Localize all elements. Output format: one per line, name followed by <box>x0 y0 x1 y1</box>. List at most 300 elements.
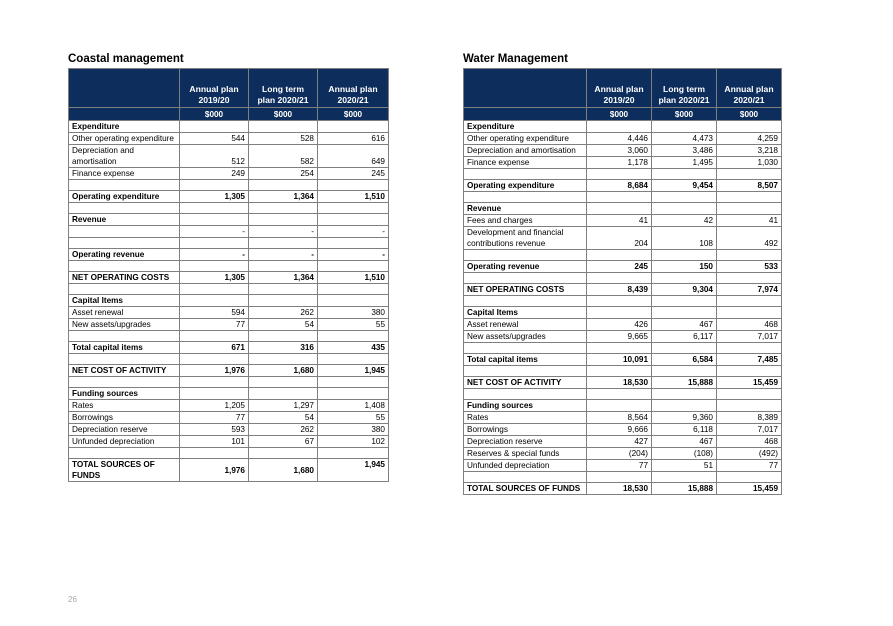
row-value-v3 <box>717 273 782 284</box>
row-value-v1: 593 <box>180 424 249 436</box>
row-value-v2: 316 <box>249 342 318 354</box>
row-value-v3: 7,017 <box>717 424 782 436</box>
coastal-table <box>68 68 389 482</box>
table-row <box>69 272 389 284</box>
row-value-v2: 582 <box>249 145 318 168</box>
row-value-v1: 245 <box>587 261 652 273</box>
row-value-v2 <box>652 472 717 483</box>
row-label: Capital Items <box>464 307 587 319</box>
row-value-v1 <box>587 296 652 307</box>
row-value-v3: 435 <box>318 342 389 354</box>
row-value-v1: (204) <box>587 448 652 460</box>
row-value-v2 <box>249 121 318 133</box>
row-value-v2 <box>249 354 318 365</box>
row-value-v2 <box>249 331 318 342</box>
spacer-row <box>69 331 389 342</box>
table-row <box>464 377 782 389</box>
table-row <box>69 400 389 412</box>
row-value-v3: 3,218 <box>717 145 782 157</box>
row-label: New assets/upgrades <box>69 319 180 331</box>
row-label: Capital Items <box>69 295 180 307</box>
row-label: NET OPERATING COSTS <box>464 284 587 296</box>
table-row <box>464 227 782 250</box>
table-row <box>464 261 782 273</box>
row-value-v1 <box>587 343 652 354</box>
table-row <box>69 226 389 238</box>
row-value-v1 <box>180 388 249 400</box>
row-value-v2: 6,584 <box>652 354 717 366</box>
table-row <box>69 249 389 261</box>
row-value-v1: 9,666 <box>587 424 652 436</box>
row-value-v3: 55 <box>318 412 389 424</box>
row-value-v2: 15,888 <box>652 483 717 495</box>
row-label: Depreciation and amortisation <box>464 145 587 157</box>
spacer-row <box>464 389 782 400</box>
spacer-row <box>464 169 782 180</box>
row-value-v1: 1,305 <box>180 191 249 203</box>
row-value-v2 <box>249 284 318 295</box>
row-value-v2: 528 <box>249 133 318 145</box>
coastal-title: Coastal management <box>68 53 184 65</box>
row-value-v3 <box>318 121 389 133</box>
row-value-v2: 15,888 <box>652 377 717 389</box>
row-label <box>464 389 587 400</box>
row-label: Fees and charges <box>464 215 587 227</box>
row-value-v3 <box>318 238 389 249</box>
table-row <box>69 459 389 482</box>
row-value-v1: 4,446 <box>587 133 652 145</box>
row-value-v1: 594 <box>180 307 249 319</box>
table-row <box>69 424 389 436</box>
spacer-row <box>464 192 782 203</box>
row-value-v3 <box>318 180 389 191</box>
row-label: Operating revenue <box>69 249 180 261</box>
row-value-v3 <box>318 214 389 226</box>
row-value-v1 <box>587 192 652 203</box>
spacer-row <box>464 273 782 284</box>
row-value-v2 <box>652 343 717 354</box>
row-value-v3: 468 <box>717 436 782 448</box>
row-label: Asset renewal <box>69 307 180 319</box>
row-value-v1: 101 <box>180 436 249 448</box>
row-value-v2 <box>652 273 717 284</box>
row-label: NET OPERATING COSTS <box>69 272 180 284</box>
table-row <box>464 319 782 331</box>
spacer-row <box>69 354 389 365</box>
row-value-v1: 18,530 <box>587 377 652 389</box>
table-row <box>464 331 782 343</box>
water-table <box>463 68 782 495</box>
row-label <box>69 180 180 191</box>
header-col3: Annual plan 2020/21 <box>717 69 782 108</box>
row-value-v2: 6,118 <box>652 424 717 436</box>
row-value-v2: 108 <box>652 227 717 250</box>
row-value-v2: 9,454 <box>652 180 717 192</box>
row-label: Borrowings <box>69 412 180 424</box>
row-value-v3: 15,459 <box>717 377 782 389</box>
row-label: Depreciation reserve <box>464 436 587 448</box>
row-value-v2 <box>249 388 318 400</box>
row-value-v1 <box>180 377 249 388</box>
row-label: Finance expense <box>69 168 180 180</box>
spacer-row <box>69 377 389 388</box>
table-row <box>464 412 782 424</box>
row-value-v2 <box>652 366 717 377</box>
row-value-v2: 1,297 <box>249 400 318 412</box>
spacer-row <box>464 366 782 377</box>
row-value-v3: 41 <box>717 215 782 227</box>
row-label: TOTAL SOURCES OF FUNDS <box>464 483 587 495</box>
row-value-v1: 8,684 <box>587 180 652 192</box>
row-value-v2 <box>652 296 717 307</box>
row-value-v1 <box>180 331 249 342</box>
table-row <box>464 180 782 192</box>
row-label: Development and financial contributions revenue <box>464 227 587 250</box>
row-label: Rates <box>69 400 180 412</box>
table-row <box>464 448 782 460</box>
row-label: NET COST OF ACTIVITY <box>464 377 587 389</box>
row-value-v3: 1,945 <box>318 459 389 482</box>
row-value-v3 <box>318 388 389 400</box>
row-value-v3: 7,485 <box>717 354 782 366</box>
spacer-row <box>464 250 782 261</box>
row-value-v1: 41 <box>587 215 652 227</box>
row-value-v2: 467 <box>652 436 717 448</box>
row-value-v3: - <box>318 226 389 238</box>
row-value-v3 <box>717 169 782 180</box>
table-row <box>464 424 782 436</box>
row-value-v2: 262 <box>249 424 318 436</box>
row-value-v1: 512 <box>180 145 249 168</box>
header-col1: Annual plan 2019/20 <box>180 69 249 108</box>
water-title: Water Management <box>463 53 569 65</box>
row-value-v3: 1,945 <box>318 365 389 377</box>
row-value-v2 <box>249 448 318 459</box>
table-row <box>69 319 389 331</box>
row-value-v3: 1,510 <box>318 191 389 203</box>
row-value-v3 <box>318 261 389 272</box>
spacer-row <box>464 343 782 354</box>
row-label: Total capital items <box>464 354 587 366</box>
table-row <box>464 460 782 472</box>
spacer-row <box>69 284 389 295</box>
row-value-v3: 616 <box>318 133 389 145</box>
table-row <box>464 145 782 157</box>
row-value-v3 <box>318 448 389 459</box>
row-value-v2: 1,364 <box>249 272 318 284</box>
row-value-v3: 77 <box>717 460 782 472</box>
row-value-v3: 7,017 <box>717 331 782 343</box>
row-value-v1: 426 <box>587 319 652 331</box>
row-value-v2 <box>652 389 717 400</box>
row-value-v3: 533 <box>717 261 782 273</box>
row-value-v3: 1,408 <box>318 400 389 412</box>
row-label <box>464 169 587 180</box>
row-value-v1: 249 <box>180 168 249 180</box>
spacer-row <box>69 203 389 214</box>
row-value-v1: 77 <box>180 319 249 331</box>
row-value-v1: 18,530 <box>587 483 652 495</box>
row-value-v1 <box>180 354 249 365</box>
row-value-v1 <box>180 284 249 295</box>
row-label <box>69 354 180 365</box>
unit-col2: $000 <box>652 108 717 121</box>
unit-col3: $000 <box>717 108 782 121</box>
row-value-v2: 467 <box>652 319 717 331</box>
row-value-v1: 544 <box>180 133 249 145</box>
row-value-v1 <box>180 295 249 307</box>
row-value-v1: 1,178 <box>587 157 652 169</box>
row-value-v2 <box>652 121 717 133</box>
row-value-v2: 51 <box>652 460 717 472</box>
row-label: Revenue <box>69 214 180 226</box>
row-value-v2: 67 <box>249 436 318 448</box>
row-label: NET COST OF ACTIVITY <box>69 365 180 377</box>
row-label <box>464 192 587 203</box>
row-value-v2 <box>652 203 717 215</box>
row-label <box>69 284 180 295</box>
unit-blank <box>464 108 587 121</box>
table-row <box>464 436 782 448</box>
row-value-v1 <box>180 448 249 459</box>
header-col1: Annual plan 2019/20 <box>587 69 652 108</box>
unit-col1: $000 <box>587 108 652 121</box>
row-value-v1: 1,305 <box>180 272 249 284</box>
table-row <box>69 388 389 400</box>
row-value-v2: 254 <box>249 168 318 180</box>
row-label: Unfunded depreciation <box>464 460 587 472</box>
row-label: Revenue <box>464 203 587 215</box>
spacer-row <box>69 238 389 249</box>
row-label <box>69 377 180 388</box>
header-blank <box>69 69 180 108</box>
row-value-v3: 8,507 <box>717 180 782 192</box>
row-value-v1 <box>180 121 249 133</box>
table-row <box>464 121 782 133</box>
row-value-v2: 42 <box>652 215 717 227</box>
row-value-v2: 150 <box>652 261 717 273</box>
row-value-v1 <box>180 261 249 272</box>
row-value-v2 <box>652 192 717 203</box>
row-value-v1: 3,060 <box>587 145 652 157</box>
row-value-v2 <box>249 203 318 214</box>
row-label: Operating expenditure <box>69 191 180 203</box>
row-value-v1 <box>587 389 652 400</box>
table-row <box>464 284 782 296</box>
row-value-v1 <box>587 400 652 412</box>
row-label: TOTAL SOURCES OF FUNDS <box>69 459 180 482</box>
row-value-v2: - <box>249 226 318 238</box>
row-label <box>464 343 587 354</box>
row-value-v3 <box>318 331 389 342</box>
row-value-v1 <box>180 238 249 249</box>
row-value-v1: 1,976 <box>180 459 249 482</box>
row-value-v2: 1,495 <box>652 157 717 169</box>
spacer-row <box>464 472 782 483</box>
table-row <box>69 295 389 307</box>
row-value-v3: 102 <box>318 436 389 448</box>
row-value-v3 <box>717 296 782 307</box>
row-value-v3: 4,259 <box>717 133 782 145</box>
row-value-v1: 427 <box>587 436 652 448</box>
row-value-v1: 1,205 <box>180 400 249 412</box>
row-value-v1 <box>180 203 249 214</box>
row-label <box>69 448 180 459</box>
table-row <box>69 412 389 424</box>
spacer-row <box>464 296 782 307</box>
header-col2: Long term plan 2020/21 <box>652 69 717 108</box>
row-value-v3: 7,974 <box>717 284 782 296</box>
spacer-row <box>69 261 389 272</box>
row-value-v2: 4,473 <box>652 133 717 145</box>
table-row <box>464 215 782 227</box>
row-value-v1: - <box>180 226 249 238</box>
table-row <box>464 203 782 215</box>
row-value-v3: 380 <box>318 307 389 319</box>
row-value-v1 <box>587 307 652 319</box>
table-row <box>69 436 389 448</box>
row-value-v2 <box>249 214 318 226</box>
row-label <box>464 366 587 377</box>
table-row <box>69 121 389 133</box>
row-value-v2 <box>652 400 717 412</box>
row-value-v2: 1,680 <box>249 365 318 377</box>
row-label: Depreciation reserve <box>69 424 180 436</box>
table-row <box>69 168 389 180</box>
row-value-v3: 15,459 <box>717 483 782 495</box>
row-label: Expenditure <box>69 121 180 133</box>
row-value-v1: 204 <box>587 227 652 250</box>
row-value-v3 <box>717 366 782 377</box>
row-value-v2: - <box>249 249 318 261</box>
row-value-v2: 3,486 <box>652 145 717 157</box>
row-value-v2 <box>652 307 717 319</box>
row-label: Expenditure <box>464 121 587 133</box>
row-value-v3: 1,030 <box>717 157 782 169</box>
row-label: Total capital items <box>69 342 180 354</box>
spacer-row <box>69 180 389 191</box>
row-value-v2: 1,680 <box>249 459 318 482</box>
row-value-v1 <box>587 472 652 483</box>
header-col2: Long term plan 2020/21 <box>249 69 318 108</box>
table-row <box>69 145 389 168</box>
row-value-v1 <box>587 203 652 215</box>
row-label: Funding sources <box>69 388 180 400</box>
row-value-v1 <box>587 121 652 133</box>
row-value-v2 <box>652 250 717 261</box>
row-label <box>464 296 587 307</box>
row-value-v3: 380 <box>318 424 389 436</box>
row-value-v2: 1,364 <box>249 191 318 203</box>
row-label: Operating revenue <box>464 261 587 273</box>
row-value-v3 <box>318 203 389 214</box>
row-value-v1 <box>587 169 652 180</box>
row-label: New assets/upgrades <box>464 331 587 343</box>
table-row <box>464 400 782 412</box>
row-label <box>69 238 180 249</box>
row-value-v3 <box>318 354 389 365</box>
row-value-v1: 77 <box>180 412 249 424</box>
row-value-v1: 77 <box>587 460 652 472</box>
row-label: Other operating expenditure <box>69 133 180 145</box>
row-value-v2 <box>249 295 318 307</box>
row-value-v2 <box>249 261 318 272</box>
row-value-v2: 54 <box>249 319 318 331</box>
header-col3: Annual plan 2020/21 <box>318 69 389 108</box>
row-value-v2: 9,304 <box>652 284 717 296</box>
row-value-v1: 1,976 <box>180 365 249 377</box>
unit-col1: $000 <box>180 108 249 121</box>
row-value-v3 <box>717 203 782 215</box>
row-value-v1 <box>180 180 249 191</box>
row-value-v1: 8,439 <box>587 284 652 296</box>
row-value-v3 <box>717 400 782 412</box>
unit-col2: $000 <box>249 108 318 121</box>
row-value-v2: 6,117 <box>652 331 717 343</box>
row-value-v3 <box>717 472 782 483</box>
row-label <box>69 261 180 272</box>
row-value-v1 <box>180 214 249 226</box>
row-value-v3 <box>717 121 782 133</box>
row-value-v3: 1,510 <box>318 272 389 284</box>
row-value-v3: 649 <box>318 145 389 168</box>
row-value-v3 <box>717 307 782 319</box>
row-value-v2: (108) <box>652 448 717 460</box>
row-value-v3 <box>717 192 782 203</box>
row-label <box>69 203 180 214</box>
table-row <box>464 157 782 169</box>
row-value-v3: 8,389 <box>717 412 782 424</box>
row-value-v1 <box>587 366 652 377</box>
row-label: Depreciation and amortisation <box>69 145 180 168</box>
table-row <box>69 307 389 319</box>
row-value-v3 <box>318 284 389 295</box>
table-row <box>464 354 782 366</box>
row-label: Reserves & special funds <box>464 448 587 460</box>
row-value-v1 <box>587 273 652 284</box>
row-value-v3: 55 <box>318 319 389 331</box>
row-value-v3 <box>717 389 782 400</box>
row-value-v1: - <box>180 249 249 261</box>
table-row <box>464 483 782 495</box>
row-value-v3: (492) <box>717 448 782 460</box>
row-label <box>69 226 180 238</box>
unit-blank <box>69 108 180 121</box>
row-value-v3: 492 <box>717 227 782 250</box>
row-label <box>464 250 587 261</box>
table-row <box>69 133 389 145</box>
row-label: Unfunded depreciation <box>69 436 180 448</box>
row-value-v2 <box>249 238 318 249</box>
row-value-v2: 262 <box>249 307 318 319</box>
table-row <box>464 133 782 145</box>
row-value-v2 <box>249 180 318 191</box>
row-label <box>69 331 180 342</box>
unit-col3: $000 <box>318 108 389 121</box>
row-value-v1: 8,564 <box>587 412 652 424</box>
row-value-v1: 671 <box>180 342 249 354</box>
row-value-v3 <box>318 377 389 388</box>
row-label <box>464 472 587 483</box>
header-blank <box>464 69 587 108</box>
row-value-v1: 10,091 <box>587 354 652 366</box>
table-row <box>69 342 389 354</box>
row-label: Operating expenditure <box>464 180 587 192</box>
row-value-v3: - <box>318 249 389 261</box>
row-label: Borrowings <box>464 424 587 436</box>
table-row <box>464 307 782 319</box>
row-label <box>464 273 587 284</box>
